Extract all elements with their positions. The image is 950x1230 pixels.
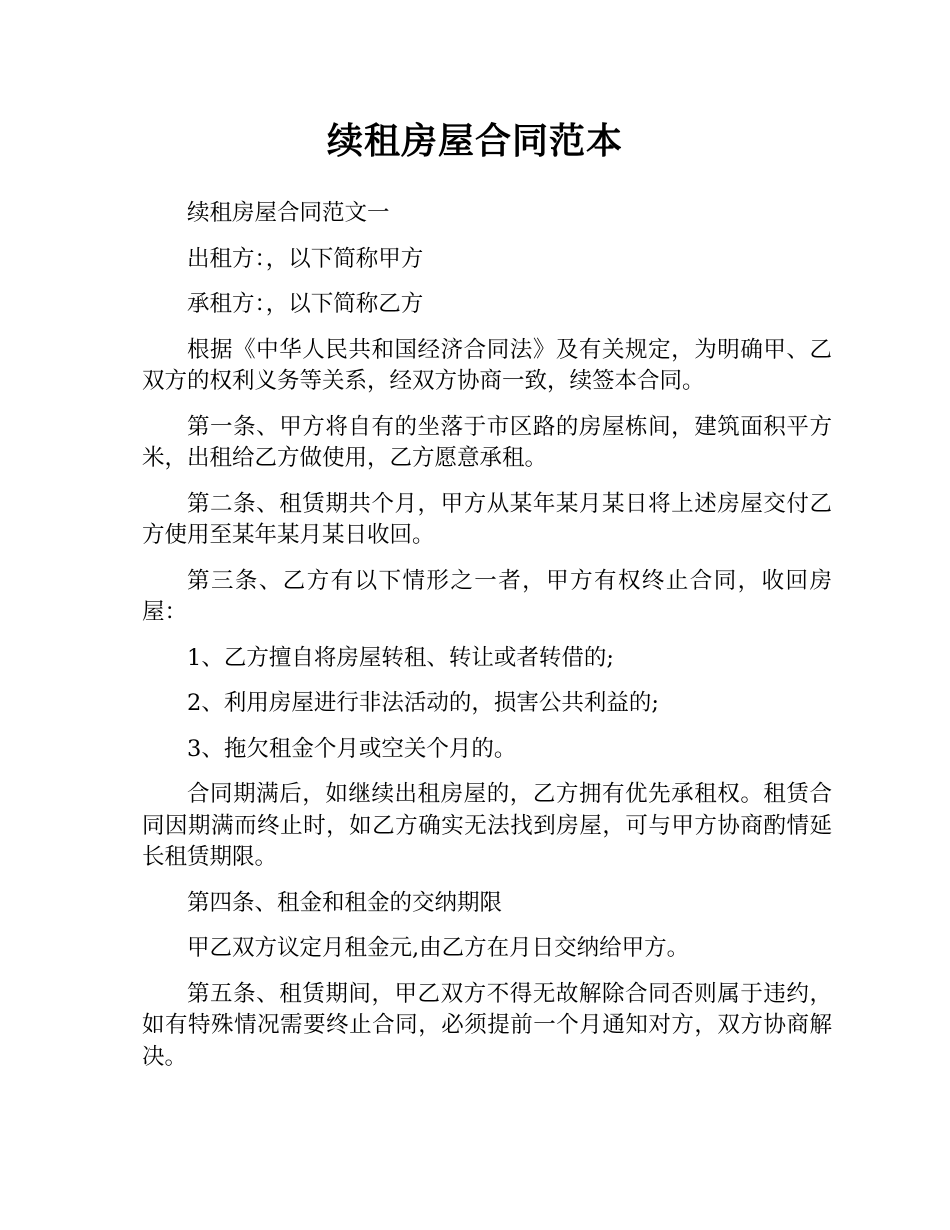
paragraph-lessor: 出租方：，以下简称甲方 — [187, 245, 424, 272]
document-title: 续租房屋合同范本 — [326, 121, 623, 162]
paragraph-renewal: 合同期满后，如继续出租房屋的，乙方拥有优先承租权。租赁合同因期满而终止时，如乙方确实无法找到房屋，可与甲方协商酌情延长租赁期限。 — [142, 781, 832, 870]
paragraph-article-1: 第一条、甲方将自有的坐落于市区路的房屋栋间，建筑面积平方米，出租给乙方做使用，乙方愿意承租。 — [142, 413, 832, 471]
paragraph-section-heading: 续租房屋合同范文一 — [187, 200, 390, 226]
paragraph-lessee: 承租方：，以下简称乙方 — [187, 291, 424, 317]
document-body — [142, 198, 832, 1087]
paragraph-item-1: 1、乙方擅自将房屋转租、转让或者转借的; — [187, 644, 614, 671]
paragraph-article-5: 第五条、租赁期间，甲乙双方不得无故解除合同否则属于违约，如有特殊情况需要终止合同，必须提前一个月通知对方，双方协商解决。 — [142, 980, 832, 1070]
paragraph-article-4: 第四条、租金和租金的交纳期限 — [187, 889, 503, 916]
paragraph-item-2: 2、利用房屋进行非法活动的，损害公共利益的; — [187, 690, 659, 716]
paragraph-article-2: 第二条、租赁期共个月，甲方从某年某月某日将上述房屋交付乙方使用至某年某月某日收回。 — [142, 490, 832, 548]
paragraph-item-3: 3、拖欠租金个月或空关个月的。 — [187, 735, 517, 762]
paragraph-preamble: 根据《中华人民共和国经济合同法》及有关规定，为明确甲、乙双方的权利义务等关系，经双方协商一致，续签本合同。 — [142, 336, 832, 394]
paragraph-article-3: 第三条、乙方有以下情形之一者，甲方有权终止合同，收回房屋： — [142, 567, 832, 625]
paragraph-rent-amount: 甲乙双方议定月租金元,由乙方在月日交纳给甲方。 — [187, 935, 690, 961]
